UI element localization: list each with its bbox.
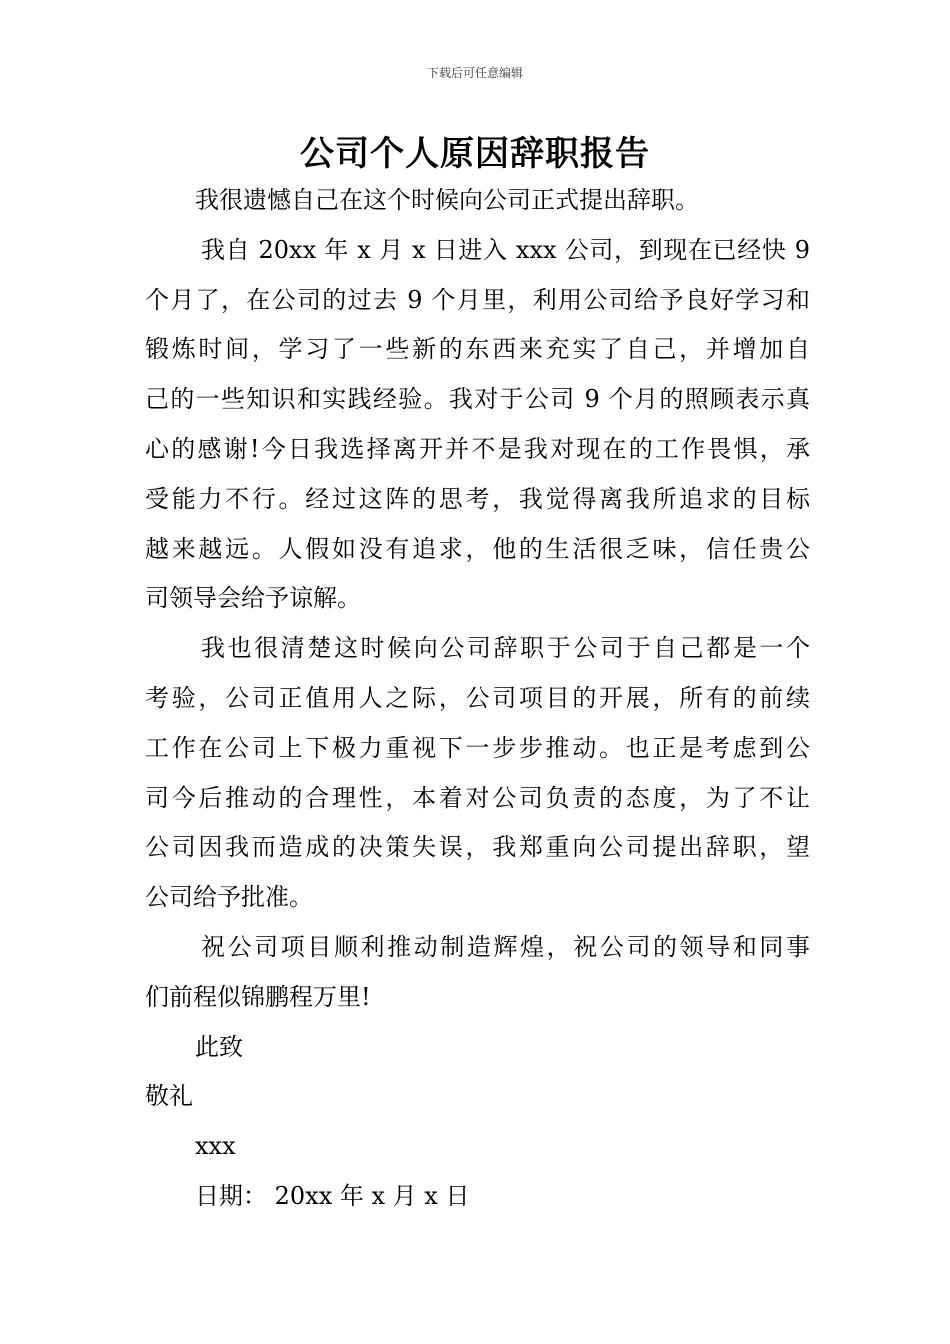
paragraph-line: 工作在公司上下极力重视下一步步推动。也正是考虑到公 [145,733,810,762]
paragraph-line: 司领导会给予谅解。 [145,584,361,613]
salutation-line: 敬礼 [145,1082,193,1111]
document-title: 公司个人原因辞职报告 [300,134,650,174]
paragraph-line: 们前程似锦鹏程万里! [145,982,371,1011]
paragraph-line: 锻炼时间，学习了一些新的东西来充实了自己，并增加自 [145,335,810,364]
paragraph-line: 我也很清楚这时候向公司辞职于公司于自己都是一个 [201,634,810,663]
header-note: 下载后可任意编辑 [426,66,523,80]
paragraph-line: 己的一些知识和实践经验。我对于公司 9 个月的照顾表示真 [145,385,810,414]
paragraph-line: 司今后推动的合理性，本着对公司负责的态度，为了不让 [145,783,810,812]
signature-name: xxx [195,1132,236,1161]
paragraph-line: 祝公司项目顺利推动制造辉煌，祝公司的领导和同事 [201,932,810,961]
paragraph-line: 越来越远。人假如没有追求，他的生活很乏味，信任贵公 [145,534,810,563]
paragraph-line: 公司因我而造成的决策失误，我郑重向公司提出辞职，望 [145,833,810,862]
paragraph-line: 考验，公司正值用人之际，公司项目的开展，所有的前续 [145,683,810,712]
signature-date: 日期： 20xx 年 x 月 x 日 [195,1181,470,1210]
paragraph-line: 我很遗憾自己在这个时候向公司正式提出辞职。 [195,186,699,214]
paragraph-line: 公司给予批准。 [145,883,313,912]
closing-line: 此致 [195,1032,243,1061]
paragraph-line: 我自 20xx 年 x 月 x 日进入 xxx 公司，到现在已经快 9 [201,235,810,264]
document-body [145,176,810,1222]
paragraph-line: 心的感谢!今日我选择离开并不是我对现在的工作畏惧，承 [145,434,810,463]
paragraph-line: 受能力不行。经过这阵的思考，我觉得离我所追求的目标 [145,484,810,513]
paragraph-line: 个月了，在公司的过去 9 个月里，利用公司给予良好学习和 [145,285,810,314]
